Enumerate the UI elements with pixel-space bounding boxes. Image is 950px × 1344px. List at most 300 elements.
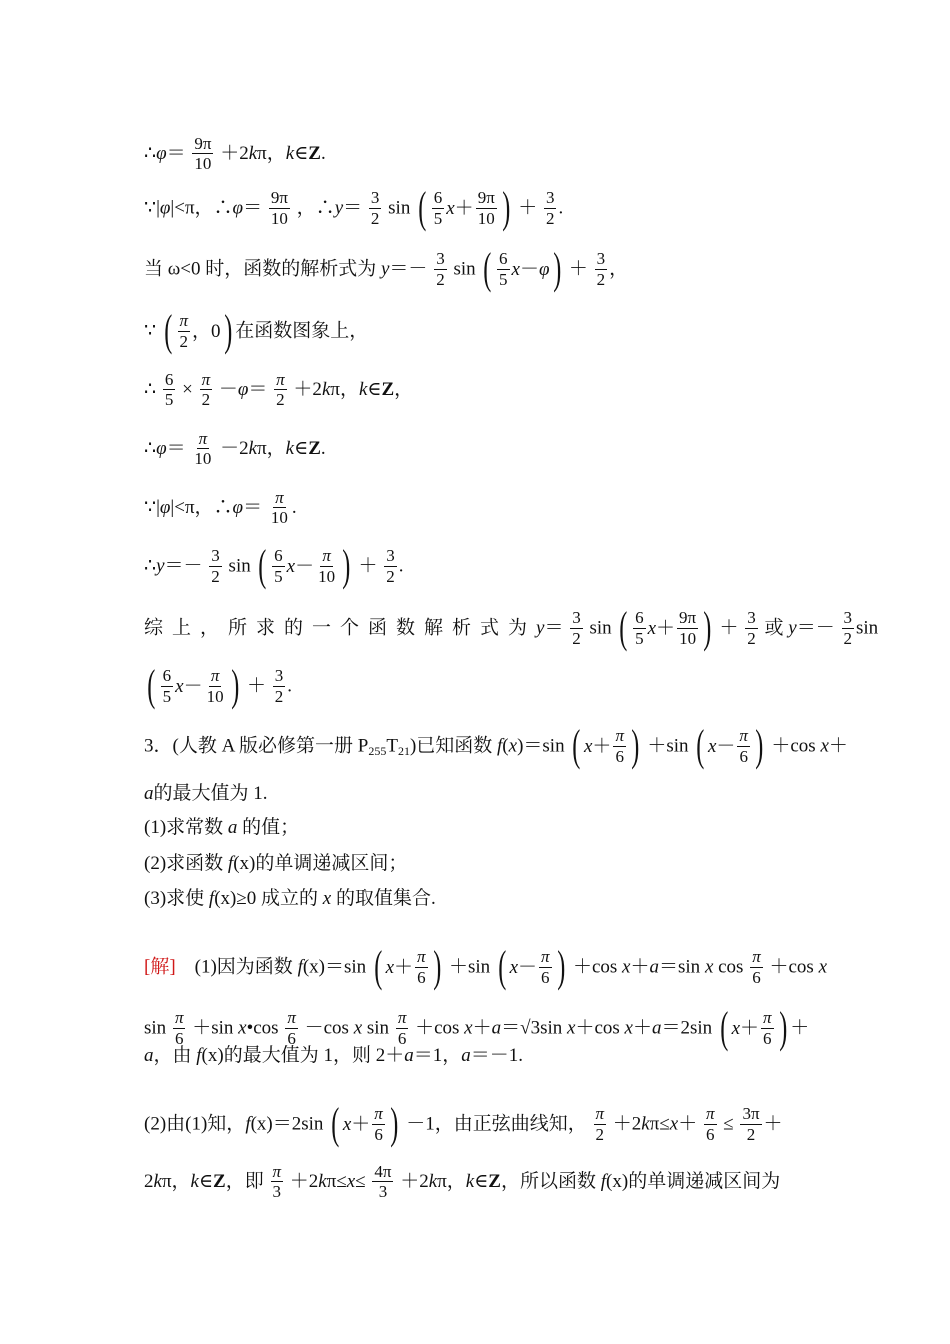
- text: a: [461, 1045, 471, 1067]
- text: )已知函数: [409, 735, 498, 757]
- fraction: [415, 947, 428, 986]
- fraction: [273, 666, 286, 705]
- text: ＋sin: [192, 1017, 239, 1039]
- text: .: [320, 143, 326, 165]
- text: (x): [302, 956, 325, 978]
- text: f: [497, 735, 503, 757]
- text: k: [153, 1171, 162, 1193]
- text: ＋cos: [769, 956, 819, 978]
- denominator: 10: [477, 208, 495, 228]
- fraction: [434, 249, 447, 288]
- numerator: 9π: [679, 608, 697, 628]
- text: k: [190, 1171, 199, 1193]
- numerator: 4π: [374, 1162, 392, 1181]
- text: .: [287, 675, 293, 697]
- paren-group: ( $\frac{6}{5}$ x － $\frac{\pi}{10}$ ): [258, 541, 351, 590]
- denominator: 2: [274, 686, 284, 706]
- text: a: [227, 817, 238, 839]
- text: (x): [250, 1113, 273, 1135]
- denominator: 2: [201, 390, 211, 410]
- text: x: [820, 735, 829, 757]
- text: ＋: [351, 1113, 371, 1135]
- denominator: 5: [162, 686, 172, 706]
- fraction: [613, 726, 626, 765]
- text: sin: [589, 617, 612, 639]
- text: ＝: [343, 197, 363, 219]
- text: 21: [397, 744, 410, 759]
- text: 3．(人教 A 版必修第一册 P: [144, 735, 369, 757]
- text: 综上，所求的一个函数解析式为: [144, 617, 537, 639]
- denominator: 10: [270, 208, 288, 228]
- numerator: 9π: [194, 134, 212, 153]
- fraction: [272, 546, 285, 585]
- text: ＝: [166, 438, 186, 460]
- denominator: 5: [433, 208, 443, 228]
- text: x: [322, 888, 332, 910]
- text: •cos: [246, 1017, 279, 1039]
- text: ＋: [719, 617, 739, 639]
- fraction: [163, 370, 176, 409]
- text: －cos: [304, 1017, 354, 1039]
- text: ＋cos: [572, 956, 623, 978]
- fraction: [432, 188, 445, 227]
- text: ＋cos: [771, 735, 821, 757]
- denominator: 2: [595, 1124, 605, 1144]
- denominator: 2: [179, 331, 189, 351]
- text: －: [295, 555, 315, 577]
- text: (: [502, 735, 509, 757]
- denominator: 2: [572, 628, 581, 648]
- text: 的最大值为 1，则 2＋: [223, 1045, 405, 1067]
- denominator: 3: [272, 1182, 282, 1202]
- text: (3)求使: [144, 888, 209, 910]
- line-12: [144, 783, 268, 803]
- text: x: [342, 1113, 352, 1135]
- denominator: 6: [287, 1028, 296, 1048]
- numerator: π: [198, 429, 208, 448]
- text: sin: [144, 1017, 167, 1039]
- fraction: [633, 608, 646, 647]
- fraction: [745, 608, 758, 647]
- text: Z: [308, 438, 321, 460]
- line-14: [144, 853, 407, 873]
- line-10: [144, 661, 293, 710]
- text: －: [716, 735, 736, 757]
- numerator: 3: [843, 608, 852, 628]
- fraction: [595, 249, 608, 288]
- text: ＝: [544, 617, 564, 639]
- text: ＋: [828, 735, 848, 757]
- text: ＝: [248, 379, 268, 401]
- denominator: 6: [174, 1028, 184, 1048]
- text: ，0: [192, 320, 221, 342]
- denominator: 2: [843, 628, 852, 648]
- text: a: [491, 1017, 502, 1039]
- text: φ: [232, 497, 244, 519]
- text: a: [651, 1017, 662, 1039]
- text: ＋sin: [647, 735, 689, 757]
- text: 的最大值为 1.: [153, 783, 268, 805]
- text: T: [386, 735, 398, 757]
- text: (1)求常数: [144, 817, 228, 839]
- text: 的单调递减区间为: [628, 1171, 781, 1193]
- line-7: [144, 488, 297, 527]
- fraction: [372, 1162, 393, 1201]
- numerator: π: [287, 1008, 296, 1028]
- text: ＝sin: [659, 956, 705, 978]
- denominator: 3: [378, 1182, 388, 1202]
- text: .: [558, 197, 564, 219]
- text: ＋: [358, 555, 378, 577]
- fraction: [192, 429, 213, 468]
- text: (2)由(1)知，: [144, 1113, 246, 1135]
- text: ＋: [630, 956, 650, 978]
- text: ＝: [501, 1017, 521, 1039]
- text: a: [649, 956, 659, 978]
- text: ＝: [243, 497, 263, 519]
- paren-group: ( $\frac{6}{5}$ x ＋ $\frac{9\pi}{10}$ ): [619, 603, 712, 652]
- text: x: [567, 1017, 576, 1039]
- fraction: [285, 1008, 298, 1047]
- paren-group: ( x － $\frac{\pi}{6}$ ): [498, 942, 565, 991]
- text: |<π，∴: [170, 497, 233, 519]
- text: φ: [232, 197, 244, 219]
- text: x: [464, 1017, 473, 1039]
- text: ＝2sin: [661, 1017, 713, 1039]
- numerator: π: [763, 1008, 772, 1028]
- text: ＝: [243, 197, 263, 219]
- denominator: 2: [747, 628, 756, 648]
- text: k: [465, 1171, 475, 1193]
- numerator: 3: [545, 188, 555, 208]
- text: x: [707, 735, 717, 757]
- text: x: [704, 956, 714, 978]
- text: ∴: [144, 379, 157, 401]
- numerator: π: [541, 947, 550, 967]
- text: ≤: [355, 1171, 366, 1193]
- denominator: 6: [541, 967, 550, 987]
- fraction: [476, 188, 497, 227]
- numerator: 6: [164, 370, 174, 389]
- text: x: [238, 1017, 247, 1039]
- text: ∵|: [144, 497, 160, 519]
- text: 的单调递减区间；: [255, 853, 408, 875]
- text: y: [380, 258, 390, 280]
- numerator: π: [201, 370, 211, 389]
- text: f: [227, 853, 234, 875]
- text: k: [428, 1171, 438, 1193]
- text: x: [624, 1017, 633, 1039]
- sqrt-3: √3: [520, 1017, 541, 1039]
- text: x: [346, 1171, 356, 1193]
- text: ∈: [367, 379, 382, 401]
- paren-group: ( x ＋ $\frac{\pi}{6}$ ): [331, 1099, 399, 1148]
- denominator: 2: [276, 390, 285, 410]
- numerator: π: [739, 726, 748, 746]
- text: .: [291, 497, 297, 519]
- text: ＋: [632, 1017, 652, 1039]
- text: a: [404, 1045, 414, 1067]
- text: sin: [228, 555, 251, 577]
- line-6: [144, 429, 326, 468]
- text: ，: [394, 379, 414, 401]
- text: ＋: [763, 1113, 783, 1135]
- text: x: [622, 956, 631, 978]
- text: sin: [453, 258, 476, 280]
- text: 或: [764, 617, 784, 639]
- denominator: 10: [270, 508, 288, 528]
- text: ，即: [225, 1171, 264, 1193]
- fraction: [369, 188, 382, 227]
- text: φ: [237, 379, 249, 401]
- text: |<π，∴: [170, 197, 233, 219]
- fraction: [200, 370, 213, 409]
- numerator: 6: [635, 608, 644, 628]
- text: f: [297, 956, 303, 978]
- denominator: 6: [739, 746, 748, 766]
- text: ×: [182, 379, 193, 401]
- text: )＝sin: [517, 735, 565, 757]
- text: x: [818, 956, 827, 978]
- text: x: [669, 1113, 679, 1135]
- line-15: [144, 888, 436, 908]
- text: ＝: [166, 143, 186, 165]
- denominator: 5: [635, 628, 644, 648]
- numerator: π: [179, 311, 189, 331]
- numerator: π: [705, 1104, 715, 1124]
- line-4: [144, 306, 369, 355]
- line-1: [144, 134, 326, 173]
- text: ∵: [144, 320, 157, 342]
- text: 当 ω<0 时，函数的解析式为: [144, 258, 381, 280]
- text: ＋: [454, 197, 474, 219]
- numerator: π: [615, 726, 624, 746]
- text: π≤: [649, 1113, 670, 1135]
- text: x: [286, 555, 296, 577]
- text: φ: [156, 143, 167, 165]
- fraction: [269, 188, 290, 227]
- text: f: [600, 1171, 607, 1193]
- paren-group: ( x ＋ $\frac{\pi}{6}$ ): [720, 1003, 787, 1052]
- text: ＋: [518, 197, 538, 219]
- text: sin: [362, 1017, 390, 1039]
- numerator: 3: [596, 249, 606, 269]
- text: φ: [156, 438, 167, 460]
- numerator: 3: [747, 608, 756, 628]
- denominator: 10: [318, 566, 336, 586]
- line-20: [144, 1162, 780, 1201]
- denominator: 2: [211, 566, 220, 586]
- text: (2)求函数: [144, 853, 228, 875]
- text: ≤: [723, 1113, 734, 1135]
- text: ∵|: [144, 197, 160, 219]
- text: k: [248, 143, 258, 165]
- text: ＋2: [612, 1113, 642, 1135]
- numerator: 3π: [742, 1104, 760, 1124]
- numerator: 3: [274, 666, 284, 686]
- text: －: [519, 258, 539, 280]
- text: x: [583, 735, 593, 757]
- fraction: [737, 726, 750, 765]
- text: k: [358, 379, 368, 401]
- text: ＋2: [289, 1171, 319, 1193]
- text: sin: [856, 617, 879, 639]
- text: y: [334, 197, 344, 219]
- fraction: [173, 1008, 186, 1047]
- text: (x): [201, 1045, 224, 1067]
- text: 在函数图象上，: [235, 320, 369, 342]
- denominator: 2: [596, 269, 606, 289]
- text: ＝sin: [325, 956, 367, 978]
- fraction: [740, 1104, 761, 1143]
- fraction: [384, 546, 397, 585]
- solution-tag: [解]: [144, 956, 176, 978]
- numerator: 6: [433, 188, 443, 208]
- line-11: [144, 721, 848, 770]
- text: x: [385, 956, 395, 978]
- denominator: 6: [417, 967, 426, 987]
- denominator: 6: [752, 967, 761, 987]
- text: ＝－1.: [470, 1045, 523, 1067]
- numerator: 9π: [477, 188, 495, 208]
- numerator: 3: [436, 249, 445, 269]
- numerator: π: [374, 1104, 383, 1124]
- text: x: [731, 1017, 741, 1039]
- fraction: [271, 1162, 284, 1201]
- text: k: [285, 143, 295, 165]
- denominator: 10: [194, 449, 212, 469]
- text: ＋: [740, 1017, 760, 1039]
- text: π，: [257, 143, 286, 165]
- text: y: [788, 617, 797, 639]
- text: ＋: [678, 1113, 698, 1135]
- text: π，: [330, 379, 359, 401]
- text: f: [196, 1045, 202, 1067]
- denominator: 5: [499, 269, 508, 289]
- paren-group: ( $\frac{\pi}{2}$ ，0 ): [164, 306, 232, 355]
- text: y: [536, 617, 545, 639]
- text: sin: [388, 197, 411, 219]
- text: －: [218, 379, 238, 401]
- numerator: π: [397, 1008, 407, 1028]
- text: ＋: [247, 675, 267, 697]
- denominator: 10: [679, 628, 697, 648]
- text: ＝－: [164, 555, 203, 577]
- text: ＋cos: [575, 1017, 625, 1039]
- numerator: π: [272, 1162, 282, 1181]
- line-13: [144, 817, 299, 837]
- text: φ: [159, 197, 171, 219]
- text: ，由: [153, 1045, 197, 1067]
- numerator: 6: [274, 546, 283, 566]
- fraction: [761, 1008, 774, 1047]
- line-16: [144, 942, 827, 991]
- numerator: 3: [370, 188, 380, 208]
- text: ＋2: [400, 1171, 429, 1193]
- text: －: [183, 675, 203, 697]
- fraction: [704, 1104, 717, 1143]
- numerator: π: [275, 488, 284, 507]
- text: a: [144, 783, 154, 805]
- text: x: [647, 617, 656, 639]
- text: k: [318, 1171, 327, 1193]
- denominator: 2: [386, 566, 395, 586]
- denominator: 5: [164, 390, 174, 410]
- text: ∈: [294, 438, 309, 460]
- fraction: [269, 488, 290, 527]
- text: 的取值集合.: [331, 888, 436, 910]
- denominator: 2: [545, 208, 555, 228]
- text: k: [248, 438, 258, 460]
- text: ＋sin: [448, 956, 491, 978]
- numerator: 3: [386, 546, 395, 566]
- text: 255: [368, 744, 387, 759]
- numerator: 6: [499, 249, 508, 269]
- text: ＝1，: [413, 1045, 462, 1067]
- text: ＋2: [293, 379, 322, 401]
- denominator: 5: [274, 566, 283, 586]
- numerator: 6: [162, 666, 172, 686]
- denominator: 2: [746, 1124, 756, 1144]
- numerator: 9π: [270, 188, 288, 208]
- fraction: [677, 608, 698, 647]
- text: .: [320, 438, 326, 460]
- paren-group: ( $\frac{6}{5}$ x － $\frac{\pi}{10}$ ): [147, 661, 239, 710]
- denominator: 6: [615, 746, 624, 766]
- text: x: [511, 258, 520, 280]
- text: ∈: [294, 143, 309, 165]
- line-2: [144, 183, 564, 232]
- numerator: π: [417, 947, 426, 967]
- fraction: [209, 546, 222, 585]
- text: ＋2: [220, 143, 249, 165]
- text: π，: [161, 1171, 191, 1193]
- text: ≥0 成立的: [236, 888, 323, 910]
- text: Z: [488, 1171, 501, 1193]
- denominator: 6: [705, 1124, 715, 1144]
- numerator: π: [322, 546, 331, 566]
- denominator: 6: [374, 1124, 383, 1144]
- text: ＋: [592, 735, 612, 757]
- paren-group: ( $\frac{6}{5}$ x － φ ): [483, 244, 561, 293]
- text: ＝2sin: [272, 1113, 324, 1135]
- text: y: [156, 555, 165, 577]
- denominator: 6: [763, 1028, 772, 1048]
- numerator: π: [276, 370, 285, 389]
- fraction: [178, 311, 191, 350]
- numerator: π: [595, 1104, 605, 1124]
- fraction: [539, 947, 552, 986]
- text: a: [144, 1045, 154, 1067]
- denominator: 2: [436, 269, 445, 289]
- fraction: [497, 249, 510, 288]
- text: π≤: [326, 1171, 347, 1193]
- text: φ: [159, 497, 171, 519]
- numerator: π: [752, 947, 761, 967]
- text: .: [398, 555, 404, 577]
- text: π，: [437, 1171, 466, 1193]
- text: ∴: [144, 143, 157, 165]
- text: ∈: [474, 1171, 489, 1193]
- text: ，∴: [296, 197, 335, 219]
- denominator: 2: [370, 208, 380, 228]
- line-8: [144, 541, 404, 590]
- numerator: π: [174, 1008, 184, 1028]
- text: ＝－: [796, 617, 835, 639]
- text: (x): [233, 853, 256, 875]
- text: (x): [606, 1171, 629, 1193]
- line-19: [144, 1099, 783, 1148]
